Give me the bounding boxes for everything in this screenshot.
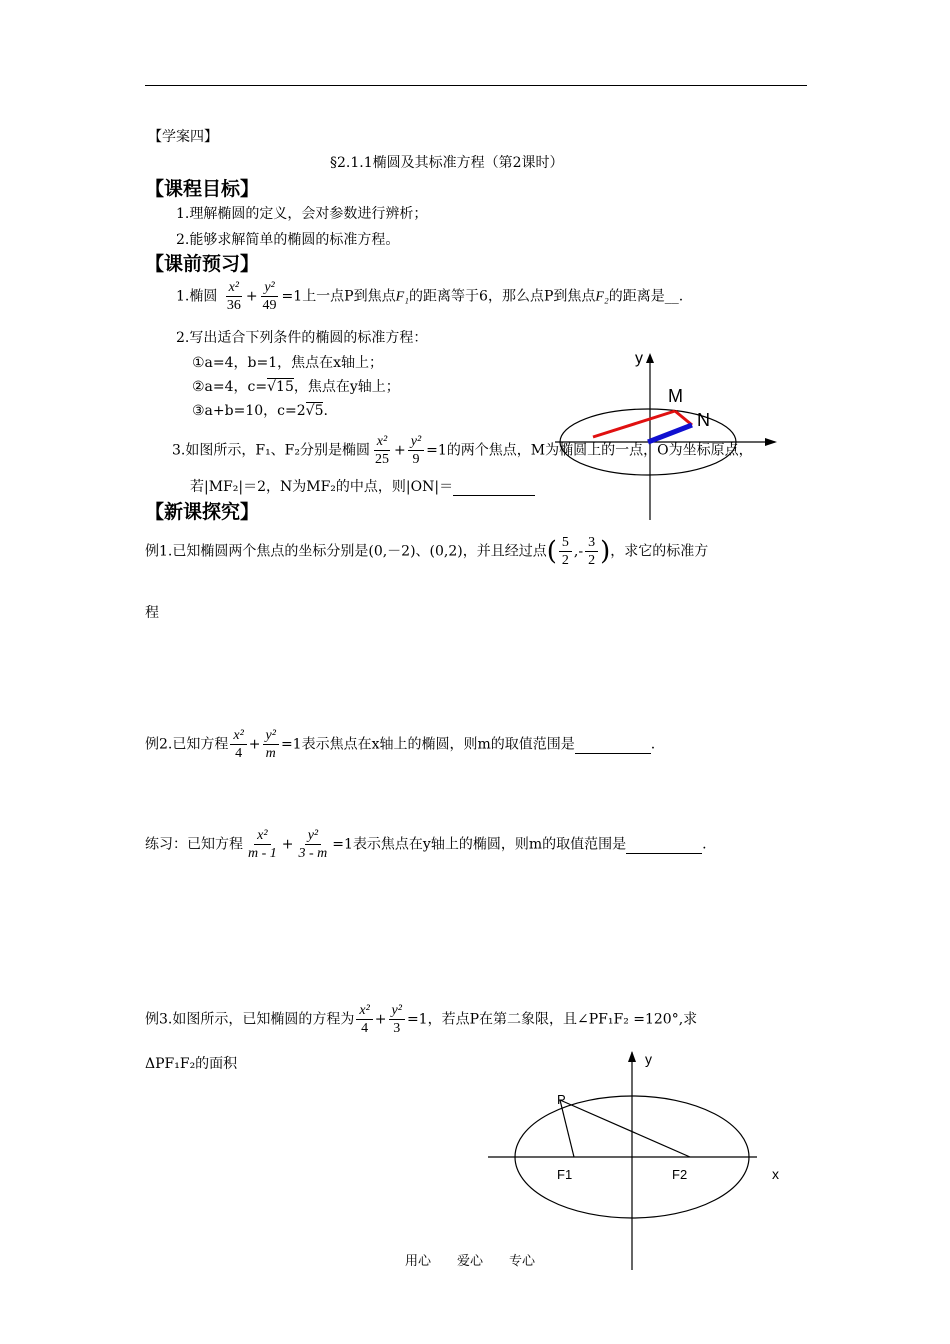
objective-item: 1.理解椭圆的定义，会对参数进行辨析； <box>176 206 428 222</box>
page-title: §2.1.1椭圆及其标准方程（第2课时） <box>330 155 564 171</box>
fig2-f2-label: F2 <box>672 1167 688 1182</box>
objectives-heading: 【课程目标】 <box>145 178 260 200</box>
q1-x-fraction: $\frac{\text{x²}}{36}$ <box>226 280 241 313</box>
fig2-p-label: P <box>557 1092 566 1107</box>
fig2-x-label: x <box>772 1166 779 1182</box>
footer-motto: 用心 爱心 专心 <box>405 1254 536 1269</box>
newlesson-heading: 【新课探究】 <box>145 501 260 523</box>
q1-prefix: 1.椭圆 <box>176 288 218 305</box>
header-rule <box>145 85 807 86</box>
preview-q2-c: ③a+b=10，c=2√5. <box>192 403 328 419</box>
example-1-cont: 程 <box>145 605 159 621</box>
example-3: 例3.如图所示，已知椭圆的方程为 $\frac{\text{x²}}{4}$ + $\frac{\text{y²}}{3}$ =1，若点P在第二象限，且∠PF₁F₂ =120°,求 <box>145 1003 698 1036</box>
preview-q3-line2: 若|MF₂|＝2，N为MF₂的中点，则|ON|＝ <box>190 476 535 496</box>
example-3-line2: ΔPF₁F₂的面积 <box>145 1056 238 1072</box>
fig2-f1-label: F1 <box>557 1167 573 1182</box>
preview-q2: 2.写出适合下列条件的椭圆的标准方程： <box>176 330 428 346</box>
preview-q2-b: ②a=4，c=√15，焦点在y轴上； <box>192 379 400 395</box>
preview-q1: 1.椭圆 $\frac{\text{x²}}{36}$ + $\frac{\text{y²}}{49}$ =1上一点P到焦点F₁的距离等于6，那么点P到焦点F₂的距离是__. <box>176 280 684 313</box>
lesson-tag: 【学案四】 <box>148 129 218 145</box>
q1-y-fraction: $\frac{\text{y²}}{49}$ <box>262 280 277 313</box>
fig1-m-label: M <box>668 386 683 406</box>
fig1-n-label: N <box>697 410 710 430</box>
objective-item: 2.能够求解简单的椭圆的标准方程。 <box>176 232 400 248</box>
q3-x-fraction: $\frac{\text{x²}}{25}$ <box>375 434 390 467</box>
q3-y-fraction: $\frac{\text{y²}}{9}$ <box>408 433 424 468</box>
fig1-y-label: y <box>635 350 643 367</box>
example3-figure <box>485 1048 805 1273</box>
fig2-y-label: y <box>645 1051 652 1067</box>
preview-heading: 【课前预习】 <box>145 253 260 275</box>
example-1: 例1.已知椭圆两个焦点的坐标分别是(0,－2)、(0,2)，并且经过点( $\frac{5}{2}$ ,- $\frac{3}{2}$ )，求它的标准方 <box>145 535 709 568</box>
preview-q2-a: ①a=4，b=1，焦点在x轴上； <box>192 355 384 371</box>
practice: 练习：已知方程 $\frac{\text{x²}}{m - 1}$ + $\frac{\text{y²}}{3 - m}$ =1表示焦点在y轴上的椭圆，则m的取值范围是 . <box>145 828 707 861</box>
preview-q3: 3.如图所示，F₁、F₂分别是椭圆 $\frac{\text{x²}}{25}$ + $\frac{\text{y²}}{9}$ =1的两个焦点，M为椭圆上的一点，O为坐标原点， <box>172 434 753 467</box>
example-2: 例2.已知方程 $\frac{\text{x²}}{4}$ + $\frac{\text{y²}}{m}$ =1表示焦点在x轴上的椭圆，则m的取值范围是 . <box>145 728 656 761</box>
